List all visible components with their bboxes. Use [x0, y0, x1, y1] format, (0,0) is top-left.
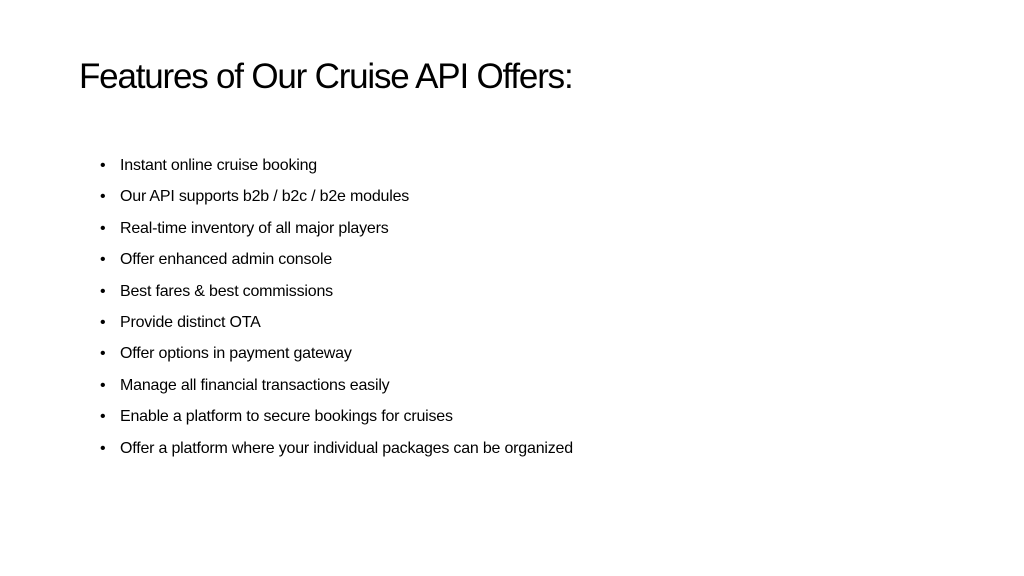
bullet-text: Offer a platform where your individual packages can be organized [120, 439, 573, 457]
bullet-text: Instant online cruise booking [120, 157, 317, 174]
bullet-icon: • [100, 282, 106, 300]
bullet-text: Provide distinct OTA [120, 313, 261, 331]
bullet-icon: • [100, 188, 106, 206]
bullet-icon: • [100, 157, 106, 174]
bullet-icon: • [100, 313, 106, 331]
bullet-icon: • [100, 376, 106, 394]
slide-title: Features of Our Cruise API Offers: [79, 57, 573, 96]
bullet-text: Offer options in payment gateway [120, 345, 352, 363]
bullet-text: Real-time inventory of all major players [120, 219, 389, 237]
bullet-icon: • [100, 345, 106, 363]
bullet-text: Offer enhanced admin console [120, 251, 333, 269]
bullet-icon: • [100, 439, 106, 457]
bullet-text: Manage all financial transactions easily [120, 376, 390, 394]
bullet-text: Our API supports b2b / b2c / b2e modules [120, 188, 410, 206]
bullet-icon: • [100, 408, 106, 426]
bullet-icon: • [100, 219, 106, 237]
bullet-text: Best fares & best commissions [120, 282, 333, 300]
bullet-icon: • [100, 251, 106, 269]
bullet-text: Enable a platform to secure bookings for cruises [120, 408, 453, 426]
